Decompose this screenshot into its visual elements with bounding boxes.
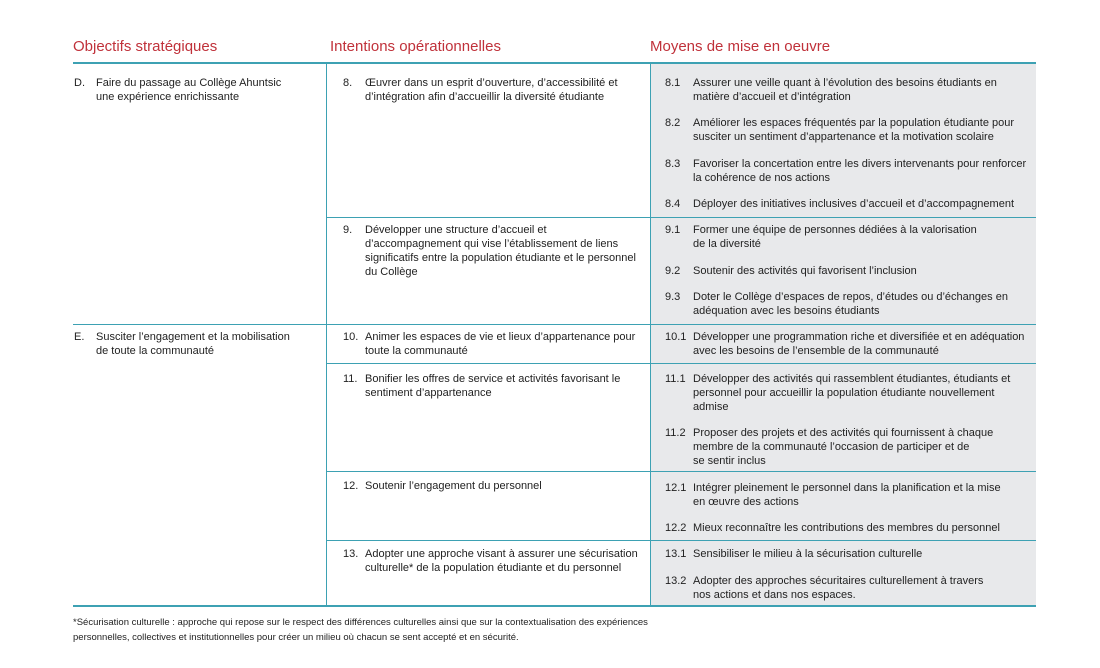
intention-text: Bonifier les offres de service et activités favorisant le sentiment d’appartenance (365, 373, 621, 399)
moyen-number: 13.1 (665, 548, 687, 560)
moyen-number: 8.2 (665, 117, 681, 129)
intention-text: Soutenir l’engagement du personnel (365, 480, 542, 492)
moyen-number: 9.1 (665, 224, 681, 236)
moyen-number: 10.1 (665, 331, 687, 343)
moyen-text: Développer des activités qui rassemblent étudiantes, étudiants et personnel pour accueillir la population étudiante nouvellement admise (693, 373, 1011, 413)
moyen-text: Soutenir des activités qui favorisent l’inclusion (693, 265, 917, 277)
header-objectifs: Objectifs stratégiques (73, 38, 218, 55)
row-divider (326, 363, 1036, 364)
header-intentions: Intentions opérationnelles (330, 38, 501, 55)
column-divider-2 (650, 63, 651, 605)
moyen-text: Améliorer les espaces fréquentés par la population étudiante pour susciter un sentiment d’appartenance et la motivation scolaire (693, 117, 1015, 143)
intention-number: 9. (343, 224, 353, 236)
moyen-text: Proposer des projets et des activités qui fournissent à chaque membre de la communauté l’occasion de participer et de se sentir inclus (693, 427, 994, 467)
moyen-text: Intégrer pleinement le personnel dans la planification et la mise en œuvre des actions (693, 482, 1001, 508)
objectif-number: E. (74, 331, 85, 343)
moyen-text: Développer une programmation riche et diversifiée et en adéquation avec les besoins de l’ensemble de la communauté (693, 331, 1025, 357)
moyen-text: Former une équipe de personnes dédiées à la valorisation de la diversité (693, 224, 977, 250)
moyen-text: Assurer une veille quant à l’évolution des besoins étudiants en matière d’accueil et d’intégration (693, 77, 997, 103)
row-divider (326, 471, 1036, 472)
moyen-text: Adopter des approches sécuritaires culturellement à travers nos actions et dans nos espaces. (693, 575, 984, 601)
intention-text: Développer une structure d’accueil et d’accompagnement qui vise l’établissement de liens significatifs entre la population étudiante et le personnel du Collège (365, 224, 636, 278)
intention-number: 12. (343, 480, 359, 492)
header-moyens: Moyens de mise en oeuvre (650, 38, 831, 55)
objectif-number: D. (74, 77, 85, 89)
moyen-text: Sensibiliser le milieu à la sécurisation culturelle (693, 548, 923, 560)
moyen-text: Doter le Collège d’espaces de repos, d’études ou d’échanges en adéquation avec les besoins étudiants (693, 291, 1008, 317)
table-header (73, 38, 1036, 62)
row-divider (326, 217, 1036, 218)
moyen-number: 12.2 (665, 522, 687, 534)
moyen-number: 8.4 (665, 198, 681, 210)
moyen-text: Mieux reconnaître les contributions des membres du personnel (693, 522, 1000, 534)
moyen-number: 11.2 (665, 427, 686, 439)
moyen-number: 8.1 (665, 77, 681, 89)
moyen-number: 9.2 (665, 265, 681, 277)
intention-text: Œuvrer dans un esprit d’ouverture, d’accessibilité et d’intégration afin d’accueillir la diversité étudiante (365, 77, 618, 103)
objectif-text: Susciter l’engagement et la mobilisation de toute la communauté (96, 331, 290, 357)
objectif-text: Faire du passage au Collège Ahuntsic une expérience enrichissante (96, 77, 282, 103)
column-divider-1 (326, 63, 327, 605)
table-top-rule (73, 62, 1036, 64)
moyen-number: 8.3 (665, 158, 681, 170)
moyen-number: 11.1 (665, 373, 686, 385)
section-divider (73, 324, 1036, 325)
intention-number: 11. (343, 373, 358, 385)
table-bottom-rule (73, 605, 1036, 607)
moyen-text: Favoriser la concertation entre les divers intervenants pour renforcer la cohérence de nos actions (693, 158, 1027, 184)
intention-text: Adopter une approche visant à assurer une sécurisation culturelle* de la population étudiante et du personnel (365, 548, 638, 574)
intention-number: 8. (343, 77, 353, 89)
intention-number: 13. (343, 548, 359, 560)
intention-text: Animer les espaces de vie et lieux d’appartenance pour toute la communauté (365, 331, 636, 357)
moyen-text: Déployer des initiatives inclusives d’accueil et d’accompagnement (693, 198, 1014, 210)
row-divider (326, 540, 1036, 541)
moyen-number: 13.2 (665, 575, 687, 587)
footnote: *Sécurisation culturelle : approche qui repose sur le respect des différences culturelles ainsi que sur la contextualisation des expériences personnelles, collectives et institutionnelles pour créer un milieu où chacun se sent accepté et en sécurité. (73, 617, 648, 643)
moyen-number: 9.3 (665, 291, 681, 303)
moyen-number: 12.1 (665, 482, 687, 494)
intention-number: 10. (343, 331, 359, 343)
